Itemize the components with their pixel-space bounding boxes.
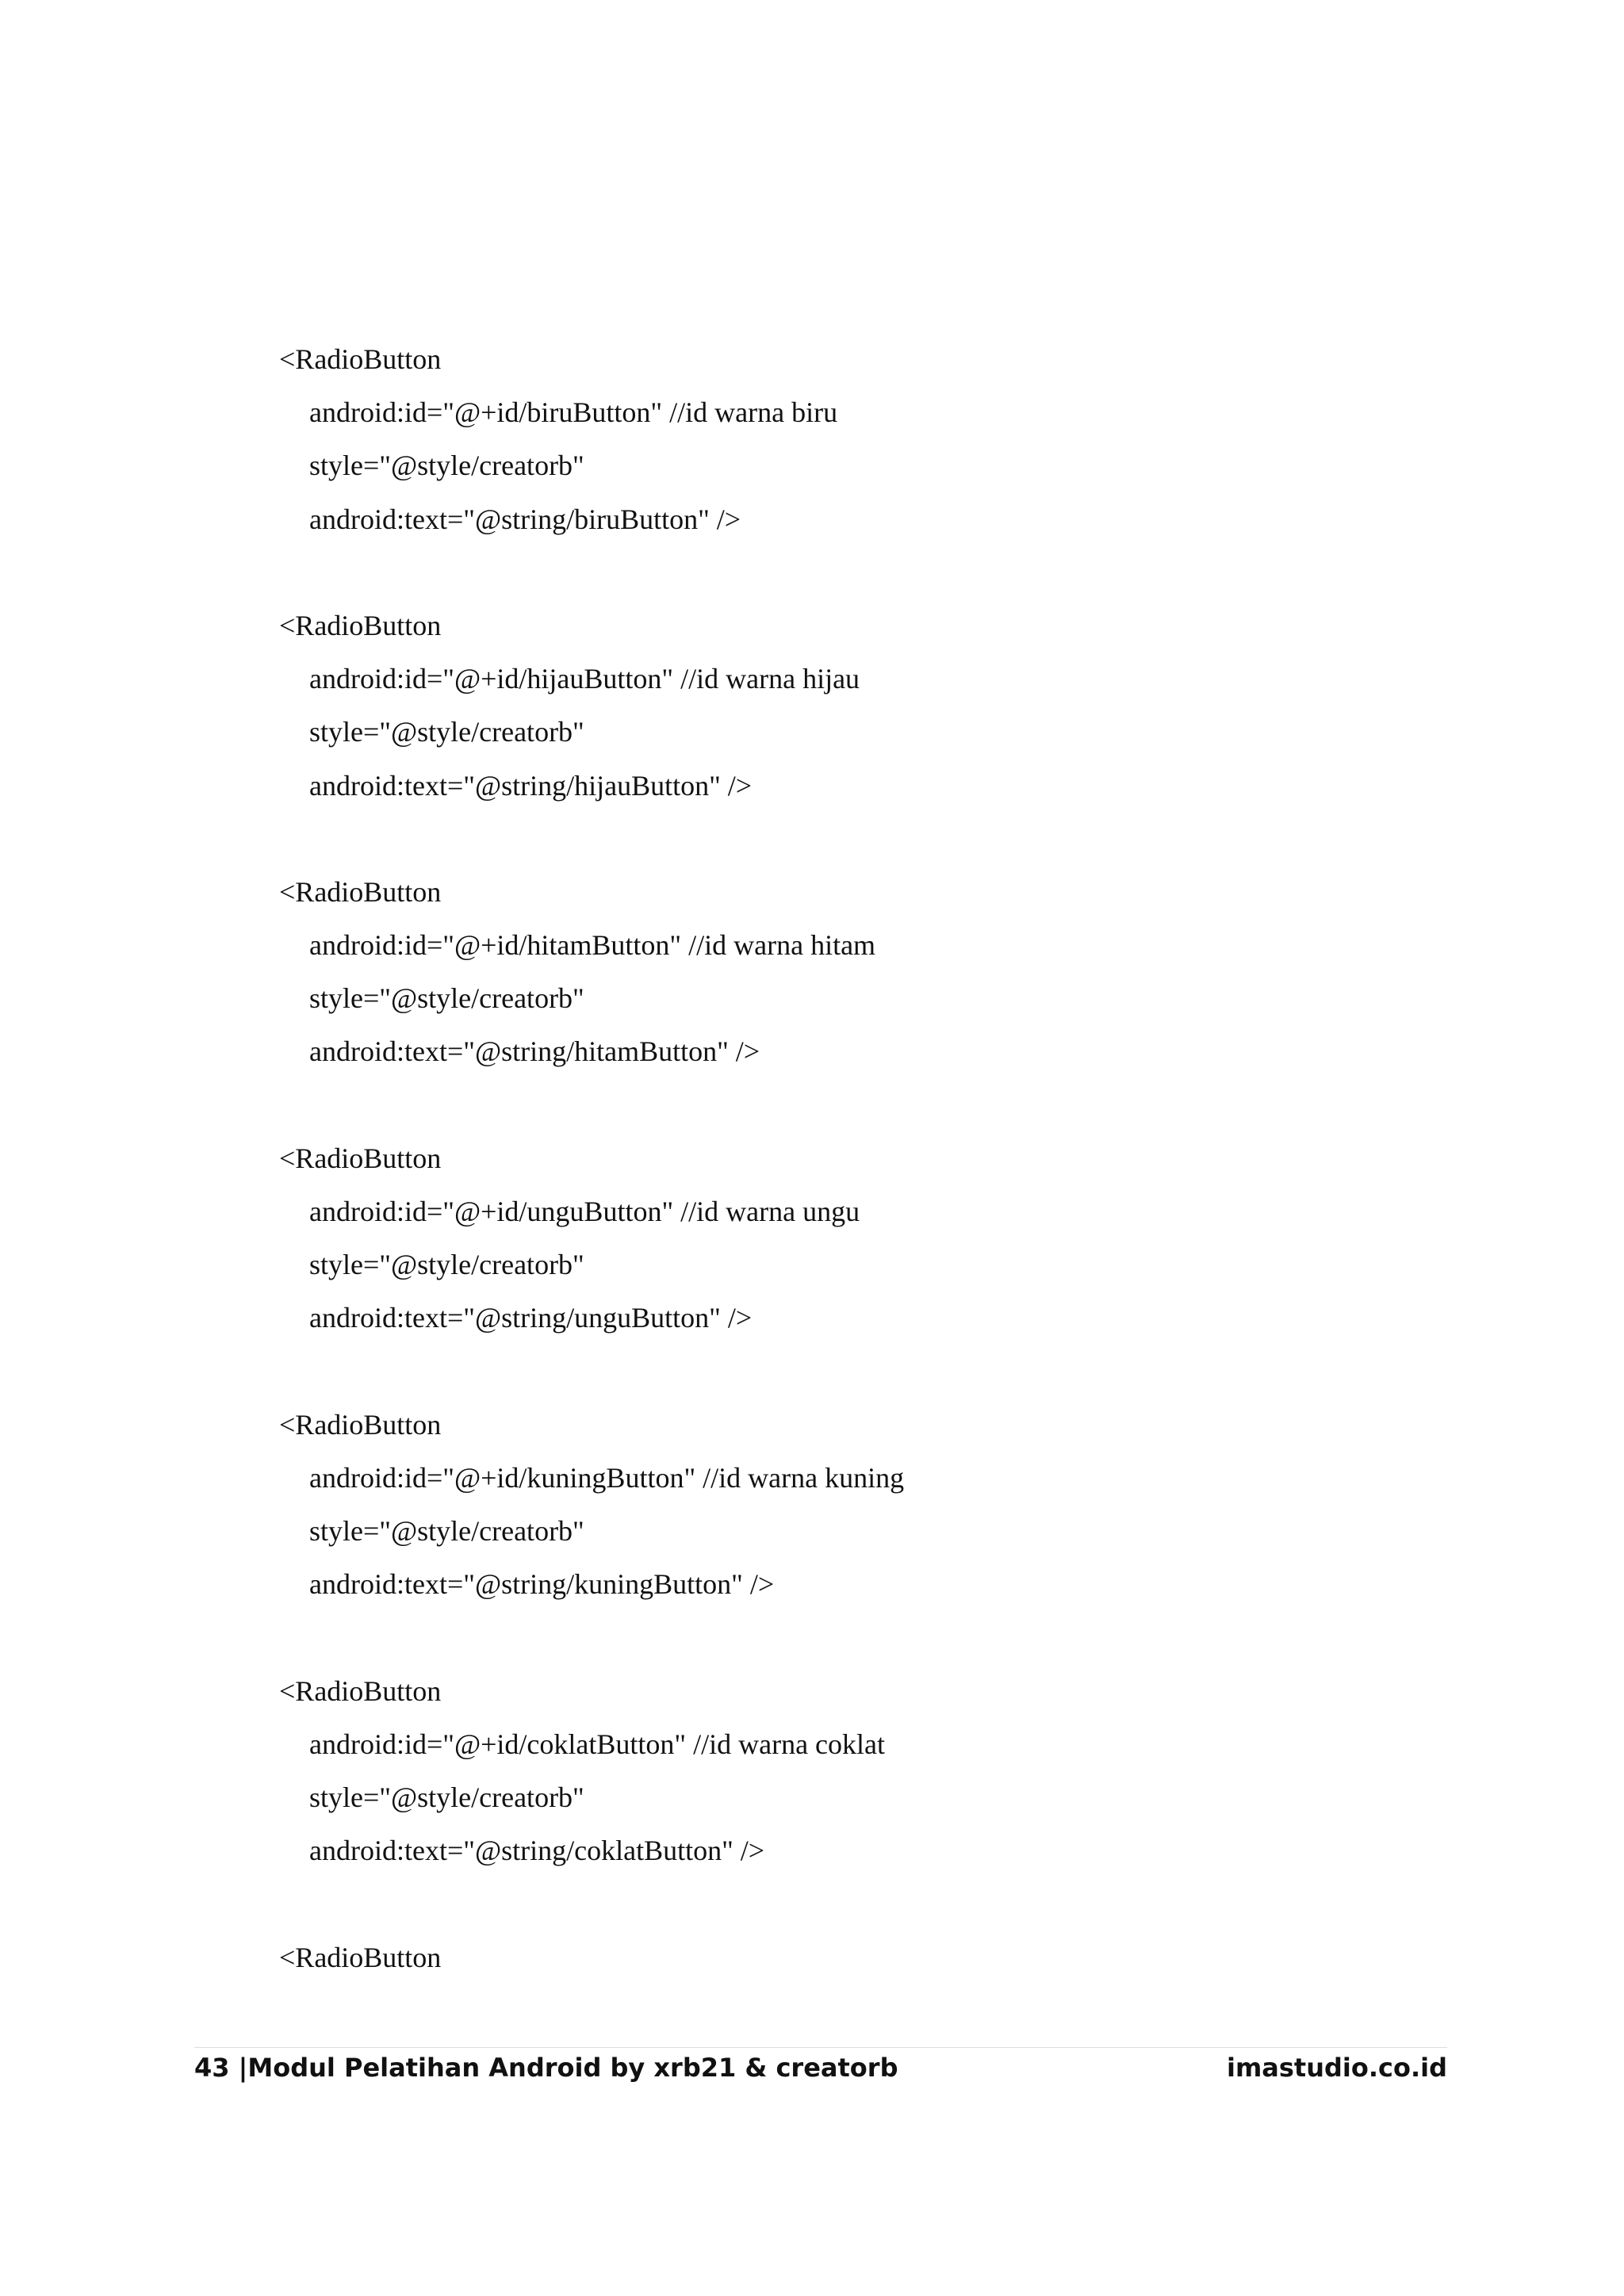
code-line: android:id="@+id/hitamButton" //id warna hitam (309, 929, 876, 962)
code-line: android:id="@+id/biruButton" //id warna biru (309, 396, 838, 429)
code-line: android:id="@+id/coklatButton" //id warna coklat (309, 1728, 886, 1760)
code-line: style="@style/creatorb" (309, 1249, 584, 1281)
code-line: android:text="@string/coklatButton" /> (309, 1835, 765, 1867)
code-line: <RadioButton (279, 343, 442, 375)
footer-divider (194, 2047, 1447, 2048)
code-line: <RadioButton (279, 609, 442, 641)
blank-line (279, 813, 1469, 866)
code-line: style="@style/creatorb" (309, 716, 584, 748)
code-line: <RadioButton (279, 1941, 442, 1973)
code-line: style="@style/creatorb" (309, 450, 584, 482)
code-line: android:text="@string/hijauButton" /> (309, 769, 753, 802)
code-line: android:text="@string/kuningButton" /> (309, 1568, 775, 1601)
code-line: style="@style/creatorb" (309, 1781, 584, 1814)
footer-left (194, 2053, 898, 2083)
code-line: <RadioButton (279, 1674, 442, 1707)
blank-line (279, 546, 1469, 599)
blank-line (279, 1079, 1469, 1132)
blank-line (279, 1612, 1469, 1665)
footer-separator: | (229, 2053, 248, 2083)
footer-site: imastudio.co.id (1226, 2053, 1447, 2083)
code-line: android:text="@string/hitamButton" /> (309, 1035, 760, 1068)
blank-line (279, 1345, 1469, 1399)
blank-line (279, 1877, 1469, 1931)
page-footer (194, 2050, 1447, 2085)
code-line: android:id="@+id/unguButton" //id warna ungu (309, 1196, 860, 1227)
code-line: <RadioButton (279, 1408, 442, 1441)
code-line: style="@style/creatorb" (309, 1515, 584, 1548)
code-line: style="@style/creatorb" (309, 982, 584, 1015)
code-line: android:text="@string/biruButton" /> (309, 503, 741, 535)
code-block (279, 333, 1469, 1984)
document-title: Modul Pelatihan Android by xrb21 & creatorb (247, 2053, 898, 2083)
page-number: 43 (194, 2053, 230, 2083)
code-line: <RadioButton (279, 875, 442, 908)
code-line: android:id="@+id/hijauButton" //id warna hijau (309, 663, 860, 695)
code-line: <RadioButton (279, 1142, 442, 1174)
code-line: android:id="@+id/kuningButton" //id warna kuning (309, 1461, 905, 1494)
code-line: android:text="@string/unguButton" /> (309, 1302, 753, 1334)
